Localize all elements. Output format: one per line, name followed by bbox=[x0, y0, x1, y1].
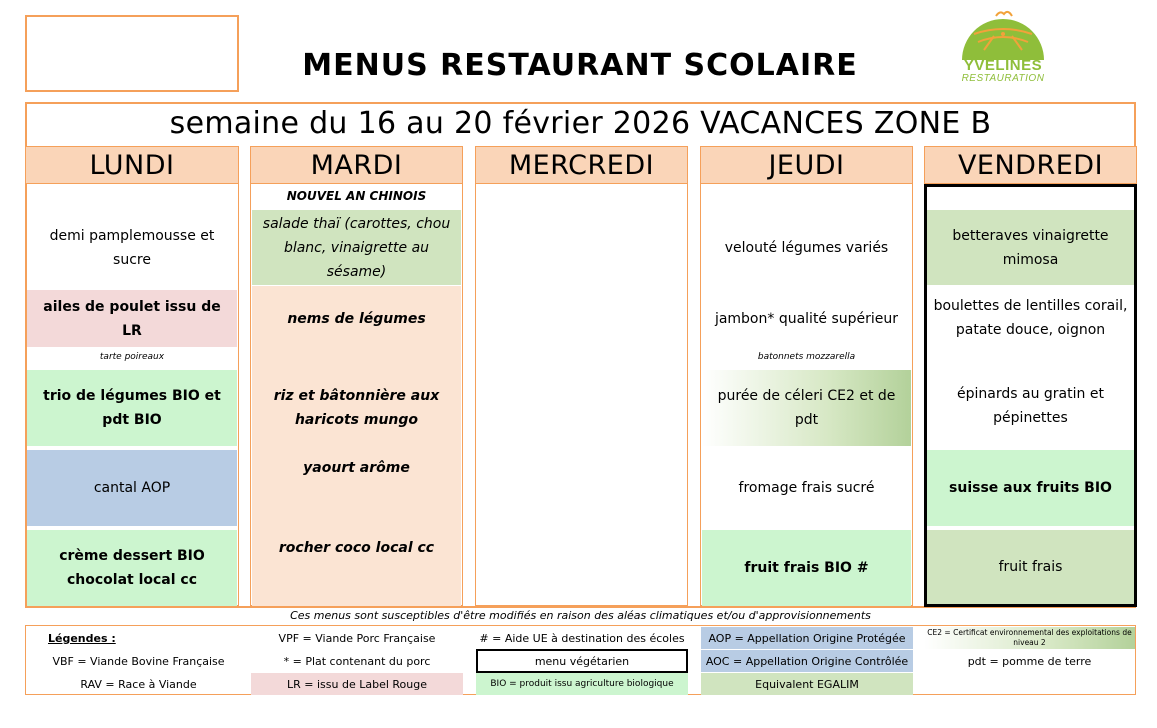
legend-porc: * = Plat contenant du porc bbox=[283, 654, 431, 668]
lundi-entree: demi pamplemousse et sucre bbox=[49, 227, 215, 268]
legend-aop: AOP = Appellation Origine Protégée bbox=[701, 627, 913, 649]
legend-lr: LR = issu de Label Rouge bbox=[251, 673, 463, 695]
legend-ce2: CE2 = Certificat environnemental des exploitations de niveau 2 bbox=[924, 627, 1135, 649]
blank-header-box bbox=[25, 15, 239, 92]
legend-egalim: Equivalent EGALIM bbox=[701, 673, 913, 695]
disclaimer: Ces menus sont susceptibles d'être modifiés en raison des aléas climatiques et/ou d'approvisionnements bbox=[290, 609, 871, 622]
legend-aide-ue: # = Aide UE à destination des écoles bbox=[479, 631, 685, 645]
jeudi-entree: velouté légumes variés bbox=[724, 239, 889, 256]
vendredi-entree: betteraves vinaigrette mimosa bbox=[927, 210, 1134, 285]
legend-title: Légendes : bbox=[48, 631, 116, 645]
mardi-dessert: rocher coco local cc bbox=[278, 540, 435, 556]
logo-line1: YVELINES bbox=[963, 57, 1043, 74]
jeudi-plat-alternatif: batonnets mozzarella bbox=[757, 352, 856, 362]
legend-vpf: VPF = Viande Porc Française bbox=[278, 631, 436, 645]
vendredi-accompagnement: épinards au gratin et pépinettes bbox=[957, 386, 1104, 426]
logo-icon bbox=[944, 10, 1062, 62]
mardi-accompagnement: riz et bâtonnière aux haricots mungo bbox=[273, 388, 440, 428]
logo-text bbox=[944, 58, 1062, 84]
page-title: MENUS RESTAURANT SCOLAIRE bbox=[302, 48, 858, 83]
mardi-laitage: yaourt arôme bbox=[303, 460, 410, 476]
column-mercredi bbox=[475, 146, 688, 606]
jeudi-laitage: fromage frais sucré bbox=[738, 480, 875, 496]
mardi-theme: NOUVEL AN CHINOIS bbox=[286, 189, 427, 203]
vendredi-dessert: fruit frais bbox=[927, 530, 1134, 604]
vendredi-plat: boulettes de lentilles corail, patate douce, oignon bbox=[933, 298, 1128, 338]
legend-rav: RAV = Race à Viande bbox=[80, 677, 197, 691]
day-header-lundi: LUNDI bbox=[25, 146, 239, 184]
legend-pdt: pdt = pomme de terre bbox=[967, 654, 1092, 668]
day-header-mardi: MARDI bbox=[250, 146, 463, 184]
lundi-dessert: crème dessert BIO chocolat local cc bbox=[27, 530, 237, 606]
lundi-laitage: cantal AOP bbox=[27, 450, 237, 526]
legend-aoc: AOC = Appellation Origine Contrôlée bbox=[701, 650, 913, 672]
jeudi-accompagnement: purée de céleri CE2 et de pdt bbox=[702, 370, 911, 446]
day-header-vendredi: VENDREDI bbox=[924, 146, 1137, 184]
jeudi-plat: jambon* qualité supérieur bbox=[714, 310, 899, 327]
logo-line2: RESTAURATION bbox=[961, 73, 1045, 84]
day-header-jeudi: JEUDI bbox=[700, 146, 913, 184]
yvelines-restauration-logo bbox=[944, 10, 1062, 90]
mardi-plat: nems de légumes bbox=[287, 310, 426, 327]
legend-vbf: VBF = Viande Bovine Française bbox=[52, 654, 225, 668]
lundi-plat-alternatif: tarte poireaux bbox=[99, 352, 165, 362]
lundi-accompagnement: trio de légumes BIO et pdt BIO bbox=[27, 370, 237, 446]
jeudi-dessert: fruit frais BIO # bbox=[702, 530, 911, 606]
mardi-entree: salade thaï (carottes, chou blanc, vinaigrette au sésame) bbox=[252, 210, 461, 285]
lundi-plat: ailes de poulet issu de LR bbox=[27, 290, 237, 347]
week-banner: semaine du 16 au 20 février 2026 VACANCES ZONE B bbox=[169, 106, 992, 141]
legend-vegetarien: menu végétarien bbox=[476, 649, 688, 673]
legend-bio: BIO = produit issu agriculture biologique bbox=[476, 673, 688, 695]
vendredi-laitage: suisse aux fruits BIO bbox=[927, 450, 1134, 526]
day-header-mercredi: MERCREDI bbox=[475, 146, 688, 184]
legend bbox=[25, 625, 1136, 695]
